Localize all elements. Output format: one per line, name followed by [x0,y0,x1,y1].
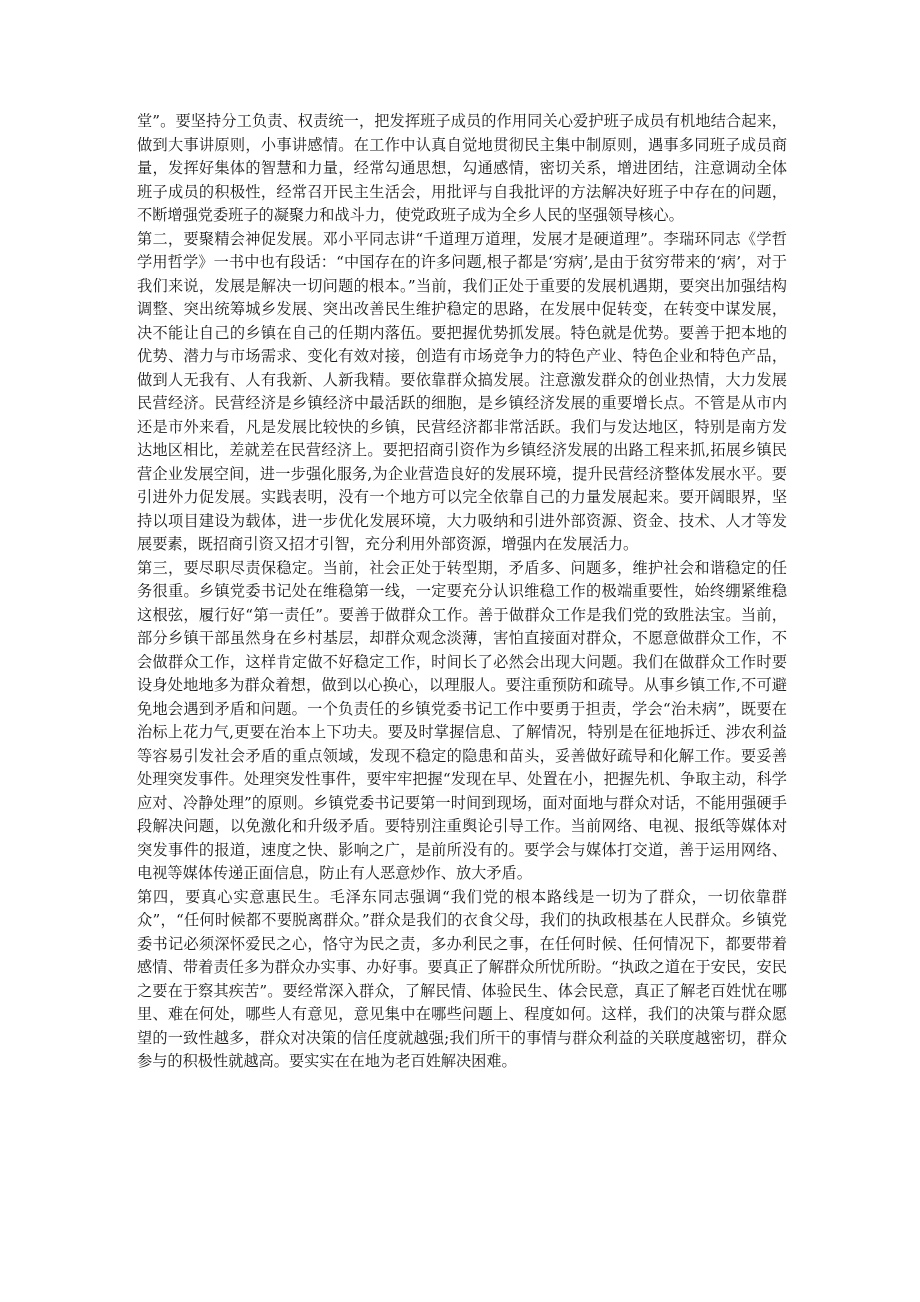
paragraph-leadership-continuation: 堂”。要坚持分工负责、权责统一，把发挥班子成员的作用同关心爱护班子成员有机地结合起来，做到大事讲原则，小事讲感情。在工作中认真自觉地贯彻民主集中制原则，遇事多同班子成员商量，发挥好集体的智慧和力量，经常勾通思想，勾通感情，密切关系，增进团结，注意调动全体班子成员的积极性，经常召开民主生活会，用批评与自我批评的方法解决好班子中存在的问题，不断增强党委班子的凝聚力和战斗力，使党政班子成为全乡人民的坚强领导核心。 [137,112,787,224]
paragraph-development: 第二，要聚精会神促发展。邓小平同志讲“千道理万道理，发展才是硬道理”。李瑞环同志《学哲学用哲学》一书中也有段话：“中国存在的许多问题,根子都是‘穷病’,是由于贫穷带来的‘病’，对于我们来说，发展是解决一切问题的根本。”当前，我们正处于重要的发展机遇期，要突出加强结构调整、突出统筹城乡发展、突出改善民生维护稳定的思路，在发展中促转变，在转变中谋发展，决不能让自己的乡镇在自己的任期内落伍。要把握优势抓发展。特色就是优势。要善于把本地的优势、潜力与市场需求、变化有效对接，创造有市场竞争力的特色产业、特色企业和特色产品，做到人无我有、人有我新、人新我精。要依靠群众搞发展。注意激发群众的创业热情，大力发展民营经济。民营经济是乡镇经济中最活跃的细胞，是乡镇经济发展的重要增长点。不管是从市内还是市外来看，凡是发展比较快的乡镇，民营经济都非常活跃。我们与发达地区，特别是南方发达地区相比，差就差在民营经济上。要把招商引资作为乡镇经济发展的出路工程来抓,拓展乡镇民营企业发展空间，进一步强化服务,为企业营造良好的发展环境，提升民营经济整体发展水平。要引进外力促发展。实践表明，没有一个地方可以完全依靠自己的力量发展起来。要开阔眼界，坚持以项目建设为载体，进一步优化发展环境，大力吸纳和引进外部资源、资金、技术、人才等发展要素，既招商引资又招才引智，充分利用外部资源，增强内在发展活力。 [137,229,787,553]
paragraph-stability: 第三，要尽职尽责保稳定。当前，社会正处于转型期，矛盾多、问题多，维护社会和谐稳定的任务很重。乡镇党委书记处在维稳第一线，一定要充分认识维稳工作的极端重要性，始终绷紧维稳这根弦，履行好“第一责任”。要善于做群众工作。善于做群众工作是我们党的致胜法宝。当前，部分乡镇干部虽然身在乡村基层，却群众观念淡薄，害怕直接面对群众，不愿意做群众工作，不会做群众工作，这样肯定做不好稳定工作，时间长了必然会出现大问题。我们在做群众工作时要设身处地地多为群众着想，做到以心换心，以理服人。要注重预防和疏导。从事乡镇工作,不可避免地会遇到矛盾和问题。一个负责任的乡镇党委书记工作中要勇于担责，学会“治未病”，既要在治标上花力气,更要在治本上下功夫。要及时掌握信息、了解情况，特别是在征地拆迁、涉农利益等容易引发社会矛盾的重点领域，发现不稳定的隐患和苗头，妥善做好疏导和化解工作。要妥善处理突发事件。处理突发性事件，要牢牢把握“发现在早、处置在小，把握先机、争取主动，科学应对、冷静处理”的原则。乡镇党委书记要第一时间到现场，面对面地与群众对话，不能用强硬手段解决问题，以免激化和升级矛盾。要特别注重舆论引导工作。当前网络、电视、报纸等媒体对突发事件的报道，速度之快、影响之广，是前所没有的。要学会与媒体打交道，善于运用网络、电视等媒体传递正面信息，防止有人恶意炒作、放大矛盾。 [137,558,787,882]
document-body [137,110,787,1074]
paragraph-livelihood: 第四，要真心实意惠民生。毛泽东同志强调“我们党的根本路线是一切为了群众，一切依靠群众”，“任何时候都不要脱离群众。”群众是我们的衣食父母，我们的执政根基在人民群众。乡镇党委书记必须深怀爱民之心，恪守为民之责，多办利民之事，在任何时候、任何情况下，都要带着感情、带着责任多为群众办实事、办好事。要真正了解群众所忧所盼。“执政之道在于安民，安民之要在于察其疾苦”。要经常深入群众，了解民情、体验民生、体会民意，真正了解老百姓忧在哪里、难在何处，哪些人有意见，意见集中在哪些问题上、程度如何。这样，我们的决策与群众愿望的一致性越多，群众对决策的信任度就越强;我们所干的事情与群众利益的关联度越密切，群众参与的积极性就越高。要实实在在地为老百姓解决困难。 [137,887,787,1070]
